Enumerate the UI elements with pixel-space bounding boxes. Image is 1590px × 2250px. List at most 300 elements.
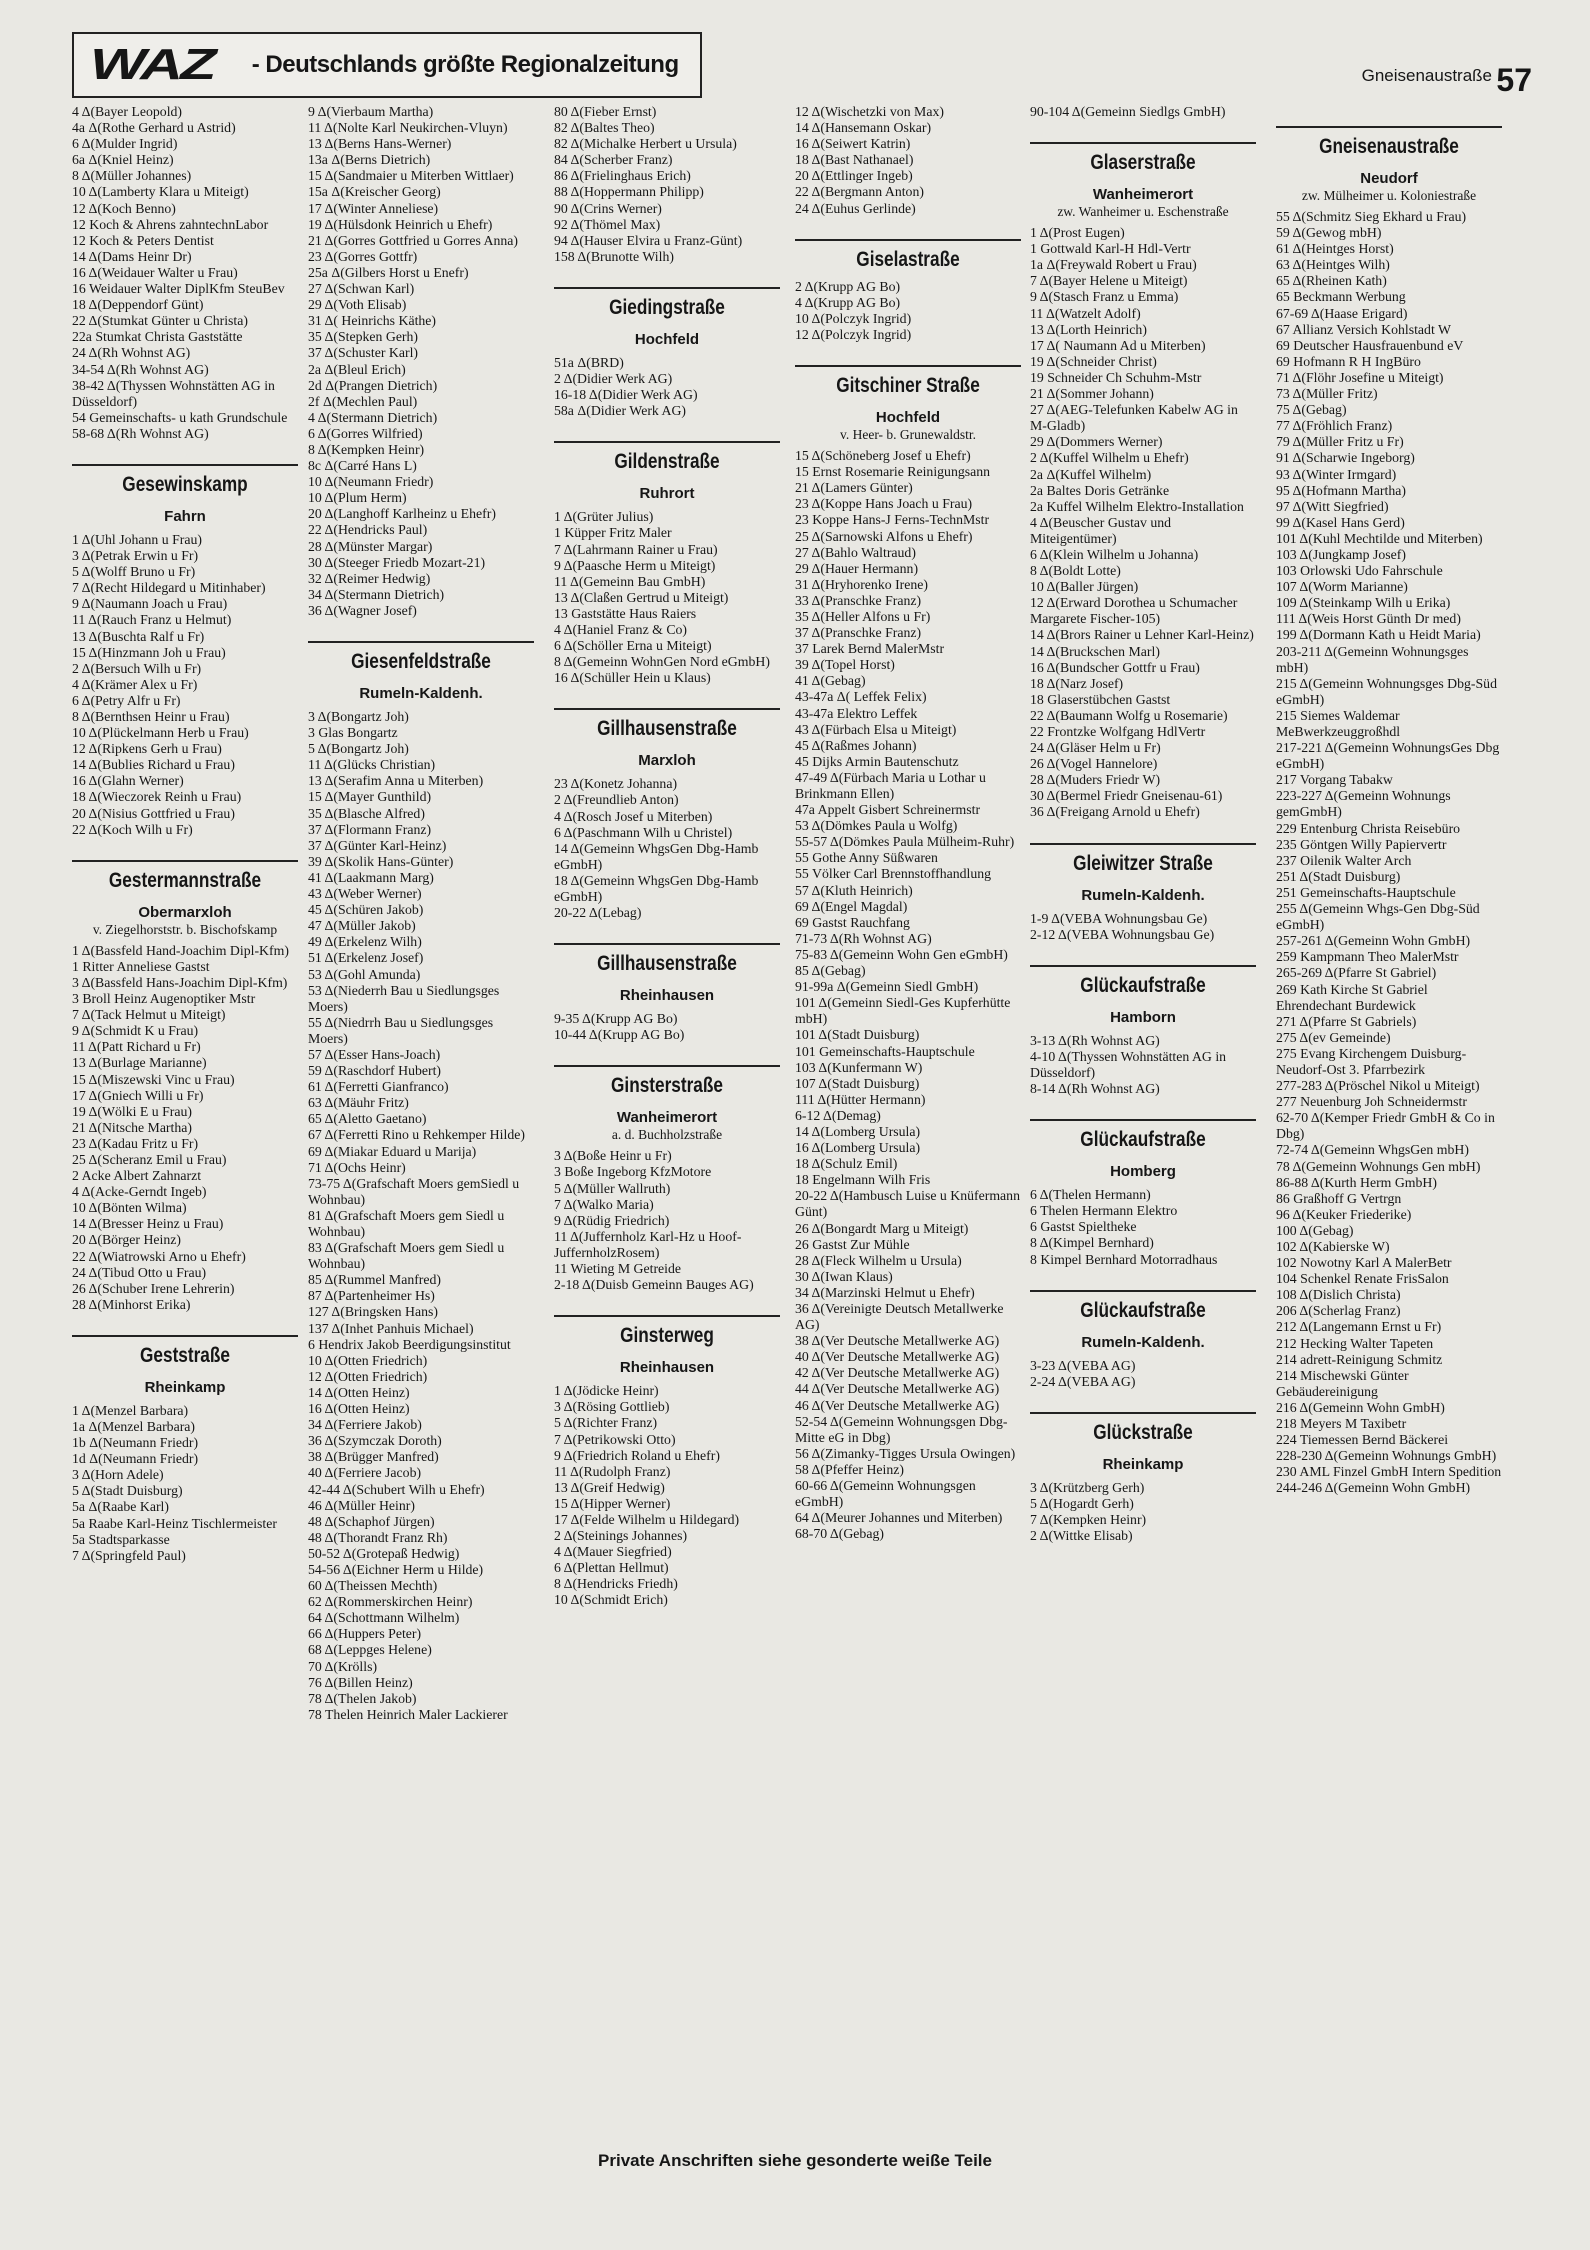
street-name: Gillhausenstraße [597, 717, 737, 741]
directory-entry: 229 Entenburg Christa Reisebüro [1276, 820, 1461, 836]
street-heading [1030, 843, 1256, 905]
directory-entry: 22 Frontzke Wolfgang HdlVertr [1030, 724, 1206, 739]
directory-entry: 111 Δ(Hütter Hermann) [795, 1091, 926, 1107]
directory-entry: 3 Δ(Krützberg Gerh) [1030, 1479, 1145, 1495]
directory-entry: 46 Δ(Ver Deutsche Metallwerke AG) [795, 1397, 1000, 1413]
directory-entry: 13 Δ(Serafim Anna u Miterben) [308, 773, 484, 789]
directory-entry: 66 Δ(Huppers Peter) [308, 1626, 422, 1642]
directory-entry: 46 Δ(Müller Heinr) [308, 1497, 415, 1513]
directory-entry: 51a Δ(BRD) [554, 354, 624, 370]
directory-entry: 9 Δ(Friedrich Roland u Ehefr) [554, 1447, 720, 1463]
directory-entry: 61 Δ(Ferretti Gianfranco) [308, 1079, 449, 1095]
directory-entry: 14 Δ(Dams Heinr Dr) [72, 248, 192, 264]
directory-entry: 88 Δ(Hoppermann Philipp) [554, 184, 704, 200]
street-heading [554, 708, 780, 770]
directory-entry: 64 Δ(Meurer Johannes und Miterben) [795, 1510, 1003, 1526]
street-heading [72, 1335, 298, 1397]
directory-entry: 58a Δ(Didier Werk AG) [554, 403, 687, 419]
directory-entry: 13 Gaststätte Haus Raiers [554, 605, 697, 621]
directory-entry: 43-47a Elektro Leffek [795, 705, 918, 721]
street-heading [795, 365, 1021, 442]
directory-entry: 33 Δ(Pranschke Franz) [795, 592, 922, 608]
directory-entry: 10 Δ(Lamberty Klara u Miteigt) [72, 184, 249, 200]
directory-entry: 212 Hecking Walter Tapeten [1276, 1335, 1434, 1351]
directory-entry: 5a Raabe Karl-Heinz Tischlermeister [72, 1515, 277, 1531]
directory-entry: 18 Δ(Bast Nathanael) [795, 152, 914, 168]
directory-entry: 2-12 Δ(VEBA Wohnungsbau Ge) [1030, 926, 1215, 942]
street-name: Glückaufstraße [1080, 1298, 1206, 1322]
directory-entry: 63 Δ(Heintges Wilh) [1276, 257, 1390, 273]
directory-entry: 77 Δ(Fröhlich Franz) [1276, 418, 1393, 434]
directory-entry: 11 Δ(Gemeinn Bau GmbH) [554, 573, 706, 589]
directory-entry: 26 Δ(Schuber Irene Lehrerin) [72, 1280, 235, 1296]
directory-entry: 35 Δ(Blasche Alfred) [308, 805, 425, 821]
directory-entry: 39 Δ(Skolik Hans-Günter) [308, 853, 454, 869]
street-name: Glückaufstraße [1080, 973, 1206, 997]
directory-entry: 203-211 Δ(Gemeinn Wohnungsges mbH) [1276, 643, 1469, 675]
street-district: Ruhrort [639, 485, 695, 503]
directory-entry: 215 Δ(Gemeinn Wohnungsges Dbg-Süd eGmbH) [1276, 675, 1497, 707]
directory-entry: 103 Δ(Kunfermann W) [795, 1059, 923, 1075]
directory-entry: 29 Δ(Hauer Hermann) [795, 560, 919, 576]
directory-entry: 26 Δ(Vogel Hannelore) [1030, 756, 1158, 772]
directory-entry: 199 Δ(Dormann Kath u Heidt Maria) [1276, 627, 1481, 643]
directory-entry: 212 Δ(Langemann Ernst u Fr) [1276, 1319, 1442, 1335]
directory-entry: 57 Δ(Kluth Heinrich) [795, 882, 913, 898]
directory-entry: 32 Δ(Reimer Hedwig) [308, 570, 431, 586]
directory-entry: 22 Δ(Hendricks Paul) [308, 522, 428, 538]
directory-entry: 7 Δ(Bayer Helene u Miteigt) [1030, 273, 1188, 289]
directory-entry: 22a Stumkat Christa Gaststätte [72, 329, 243, 345]
directory-entry: 1a Δ(Freywald Robert u Frau) [1030, 257, 1197, 273]
directory-entry: 42-44 Δ(Schubert Wilh u Ehefr) [308, 1481, 485, 1497]
directory-entry: 19 Schneider Ch Schuhm-Mstr [1030, 369, 1202, 385]
street-name: Gesewinskamp [122, 472, 248, 496]
directory-entry: 2d Δ(Prangen Dietrich) [308, 377, 438, 393]
street-district: Marxloh [638, 752, 696, 770]
directory-entry: 7 Δ(Lahrmann Rainer u Frau) [554, 541, 718, 557]
street-extent-note: v. Heer- b. Grunewaldstr. [839, 427, 977, 443]
directory-entry: 17 Δ(Gniech Willi u Fr) [72, 1087, 204, 1103]
directory-entry: 40 Δ(Ferriere Jacob) [308, 1465, 422, 1481]
directory-entry: 15a Δ(Kreischer Georg) [308, 184, 441, 200]
directory-entry: 9 Δ(Paasche Herm u Miteigt) [554, 557, 716, 573]
directory-entry: 100 Δ(Gebag) [1276, 1222, 1354, 1238]
directory-entry: 1b Δ(Neumann Friedr) [72, 1435, 199, 1451]
directory-entry: 6-12 Δ(Demag) [795, 1107, 881, 1123]
directory-entry: 6 Δ(Schöller Erna u Miteigt) [554, 638, 712, 654]
directory-entry: 3 Broll Heinz Augenoptiker Mstr [72, 991, 256, 1007]
directory-entry: 23 Δ(Gorres Gottfr) [308, 248, 418, 264]
directory-entry: 86 Δ(Frielinghaus Erich) [554, 168, 691, 184]
directory-entry: 20 Δ(Nisius Gottfried u Frau) [72, 805, 235, 821]
directory-entry: 69 Deutscher Hausfrauenbund eV [1276, 337, 1464, 353]
directory-entry: 111 Δ(Weis Horst Günth Dr med) [1276, 611, 1461, 627]
directory-entry: 52-54 Δ(Gemeinn Wohnungsgen Dbg-Mitte eG in Dbg) [795, 1413, 1008, 1445]
directory-entry: 14 Δ(Lomberg Ursula) [795, 1123, 921, 1139]
directory-entry: 230 AML Finzel GmbH Intern Spedition [1276, 1464, 1502, 1480]
directory-entry: 16-18 Δ(Didier Werk AG) [554, 387, 698, 403]
directory-entry: 16 Δ(Bundscher Gottfr u Frau) [1030, 659, 1200, 675]
directory-entry: 19 Δ(Hülsdonk Heinrich u Ehefr) [308, 216, 493, 232]
directory-entry: 11 Δ(Glücks Christian) [308, 757, 436, 773]
directory-entry: 35 Δ(Heller Alfons u Fr) [795, 608, 931, 624]
directory-entry: 75-83 Δ(Gemeinn Wohn Gen eGmbH) [795, 946, 1008, 962]
directory-entry: 45 Δ(Raßmes Johann) [795, 737, 917, 753]
directory-entry: 8 Δ(Bernthsen Heinr u Frau) [72, 709, 230, 724]
directory-entry: 251 Δ(Stadt Duisburg) [1276, 868, 1401, 884]
directory-entry: 95 Δ(Hofmann Martha) [1276, 482, 1406, 498]
directory-entry: 1 Δ(Prost Eugen) [1030, 225, 1125, 241]
directory-entry: 4-10 Δ(Thyssen Wohnstätten AG in Düsseldorf) [1030, 1048, 1227, 1080]
directory-entry: 2a Δ(Bleul Erich) [308, 361, 406, 377]
directory-entry: 67 Allianz Versich Kohlstadt W [1276, 321, 1451, 337]
directory-entry: 14 Δ(Otten Heinz) [308, 1384, 410, 1400]
street-heading [1030, 142, 1256, 219]
directory-entry: 3-13 Δ(Rh Wohnst AG) [1030, 1032, 1160, 1048]
directory-entry: 34 Δ(Ferriere Jakob) [308, 1417, 422, 1433]
directory-entry: 84 Δ(Scherber Franz) [554, 152, 673, 168]
directory-entry: 69 Δ(Miakar Eduard u Marija) [308, 1143, 477, 1159]
directory-entry: 14 Δ(Gemeinn WhgsGen Dbg-Hamb eGmbH) [554, 840, 759, 872]
directory-entry: 107 Δ(Worm Marianne) [1276, 579, 1408, 595]
street-heading [554, 441, 780, 503]
directory-entry: 2a Baltes Doris Getränke [1030, 482, 1170, 498]
directory-entry: 4 Δ(Haniel Franz & Co) [554, 621, 688, 637]
directory-entry: 24 Δ(Rh Wohnst AG) [72, 345, 191, 361]
directory-entry: 37 Δ(Pranschke Franz) [795, 625, 922, 641]
directory-entry: 1 Δ(Grüter Julius) [554, 509, 654, 525]
directory-entry: 28 Δ(Muders Friedr W) [1030, 772, 1161, 788]
directory-entry: 8c Δ(Carré Hans L) [308, 458, 417, 474]
directory-entry: 78 Thelen Heinrich Maler Lackierer [308, 1706, 508, 1722]
directory-entry: 1 Δ(Bassfeld Hand-Joachim Dipl-Kfm) [72, 942, 289, 958]
directory-entry: 30 Δ(Steeger Friedb Mozart-21) [308, 554, 486, 570]
directory-entry: 90 Δ(Crins Werner) [554, 200, 662, 216]
directory-entry: 1 Gottwald Karl-H Hdl-Vertr [1030, 241, 1191, 257]
running-head: Gneisenaustraße [1361, 66, 1492, 85]
directory-entry: 43-47a Δ( Leffek Felix) [795, 689, 927, 705]
directory-entry: 14 Δ(Hansemann Oskar) [795, 120, 932, 136]
directory-entry: 37 Δ(Günter Karl-Heinz) [308, 837, 447, 853]
directory-entry: 34-54 Δ(Rh Wohnst AG) [72, 361, 209, 377]
street-name: Glückstraße [1093, 1420, 1193, 1444]
directory-entry: 107 Δ(Stadt Duisburg) [795, 1075, 920, 1091]
directory-entry: 39 Δ(Topel Horst) [795, 657, 895, 673]
directory-entry: 5 Δ(Wolff Bruno u Fr) [72, 564, 196, 580]
directory-entry: 158 Δ(Brunotte Wilh) [554, 248, 674, 264]
directory-entry: 22 Δ(Stumkat Günter u Christa) [72, 313, 248, 329]
street-extent-note: v. Ziegelhorststr. b. Bischofskamp [92, 921, 278, 937]
directory-entry: 12 Δ(Otten Friedrich) [308, 1368, 428, 1384]
directory-entry: 1a Δ(Menzel Barbara) [72, 1419, 196, 1434]
street-heading [554, 943, 780, 1005]
directory-entry: 2 Δ(Freundlieb Anton) [554, 792, 679, 808]
directory-entry: 18 Δ(Narz Josef) [1030, 675, 1124, 691]
directory-entry: 3-23 Δ(VEBA AG) [1030, 1357, 1136, 1373]
directory-entry: 18 Δ(Gemeinn WhgsGen Dbg-Hamb eGmbH) [554, 872, 759, 904]
directory-entry: 27 Δ(Bahlo Waltraud) [795, 544, 916, 560]
street-name: Gneisenaustraße [1319, 135, 1459, 158]
directory-entry: 80 Δ(Fieber Ernst) [554, 104, 657, 119]
directory-entry: 11 Δ(Watzelt Adolf) [1030, 305, 1141, 321]
street-name: Glückaufstraße [1080, 1128, 1206, 1152]
directory-entry: 48 Δ(Schaphof Jürgen) [308, 1513, 435, 1529]
directory-entry: 1-9 Δ(VEBA Wohnungsbau Ge) [1030, 910, 1208, 926]
directory-entry: 62 Δ(Rommerskirchen Heinr) [308, 1594, 473, 1610]
directory-entry: 59 Δ(Gewog mbH) [1276, 225, 1382, 241]
directory-entry: 23 Δ(Kadau Fritz u Fr) [72, 1135, 199, 1151]
directory-entry: 5 Δ(Stadt Duisburg) [72, 1483, 183, 1499]
page-number: 57 [1496, 62, 1532, 98]
directory-entry: 65 Δ(Aletto Gaetano) [308, 1111, 427, 1127]
directory-entry: 21 Δ(Sommer Johann) [1030, 386, 1154, 402]
directory-entry: 41 Δ(Laakmann Marg) [308, 869, 434, 885]
directory-entry: 41 Δ(Gebag) [795, 673, 866, 689]
directory-entry: 8 Δ(Müller Johannes) [72, 168, 192, 184]
street-heading [1030, 1412, 1256, 1474]
street-district: Wanheimerort [1092, 186, 1194, 204]
street-name: Giedingstraße [609, 295, 725, 319]
directory-entry: 85 Δ(Gebag) [795, 963, 866, 979]
directory-entry: 20 Δ(Ettlinger Ingeb) [795, 168, 913, 184]
directory-entry: 2 Δ(Steinings Johannes) [554, 1528, 688, 1544]
street-extent-note: zw. Mülheimer u. Koloniestraße [1301, 188, 1477, 203]
brand-tagline: - Deutschlands größte Regionalzeitung [251, 51, 679, 78]
directory-entry: 61 Δ(Heintges Horst) [1276, 241, 1394, 257]
directory-entry: 15 Δ(Sandmaier u Miterben Wittlaer) [308, 168, 514, 184]
directory-entry: 20 Δ(Langhoff Karlheinz u Ehefr) [308, 506, 496, 522]
directory-entry: 81 Δ(Grafschaft Moers gem Siedl u Wohnbau) [308, 1207, 505, 1239]
directory-entry: 59 Δ(Raschdorf Hubert) [308, 1063, 442, 1079]
directory-entry: 73 Δ(Müller Fritz) [1276, 386, 1378, 402]
directory-entry: 37 Larek Bernd MalerMstr [795, 641, 945, 657]
directory-entry: 3 Δ(Bongartz Joh) [308, 709, 409, 724]
directory-entry: 3 Glas Bongartz [308, 725, 398, 741]
directory-column-3 [554, 104, 780, 1609]
directory-entry: 29 Δ(Dommers Werner) [1030, 434, 1163, 450]
brand-logo: WAZ [90, 40, 214, 89]
directory-entry: 19 Δ(Schneider Christ) [1030, 353, 1157, 369]
directory-entry: 26 Δ(Bongardt Marg u Miteigt) [795, 1220, 969, 1236]
directory-entry: 55 Δ(Niedrrh Bau u Siedlungsges Moers) [308, 1014, 494, 1046]
directory-column-6 [1276, 104, 1502, 1497]
street-heading [795, 239, 1021, 273]
street-name: Gleiwitzer Straße [1073, 851, 1213, 875]
directory-entry: 223-227 Δ(Gemeinn Wohnungs gemGmbH) [1276, 788, 1451, 820]
directory-entry: 23 Δ(Koppe Hans Joach u Frau) [795, 496, 973, 512]
directory-entry: 275 Δ(ev Gemeinde) [1276, 1029, 1391, 1045]
directory-entry: 36 Δ(Wagner Josef) [308, 602, 417, 618]
directory-entry: 5a Stadtsparkasse [72, 1531, 170, 1547]
directory-entry: 93 Δ(Winter Irmgard) [1276, 466, 1397, 482]
directory-entry: 5 Δ(Müller Wallruth) [554, 1180, 671, 1196]
street-name: Ginsterweg [620, 1324, 714, 1348]
directory-entry: 257-261 Δ(Gemeinn Wohn GmbH) [1276, 933, 1471, 949]
directory-entry: 4 Δ(Acke-Gerndt Ingeb) [72, 1184, 207, 1200]
street-heading [1030, 1290, 1256, 1352]
directory-entry: 16 Δ(Seiwert Katrin) [795, 136, 911, 152]
street-heading [308, 641, 534, 703]
directory-entry: 18 Glaserstübchen Gastst [1030, 691, 1171, 707]
directory-entry: 255 Δ(Gemeinn Whgs-Gen Dbg-Süd eGmbH) [1276, 901, 1480, 933]
directory-entry: 269 Kath Kirche St Gabriel Ehrendechant Burdewick [1276, 981, 1428, 1013]
directory-entry: 68 Δ(Leppges Helene) [308, 1642, 432, 1658]
directory-entry: 14 Δ(Bresser Heinz u Frau) [72, 1216, 224, 1232]
directory-entry: 22 Δ(Bergmann Anton) [795, 184, 924, 200]
street-district: Hamborn [1110, 1008, 1176, 1026]
directory-entry: 8 Δ(Hendricks Friedh) [554, 1576, 678, 1592]
directory-entry: 11 Δ(Juffernholz Karl-Hz u Hoof-JuffernholzRosem) [554, 1228, 742, 1260]
directory-entry: 2a Kuffel Wilhelm Elektro-Installation [1030, 498, 1244, 514]
directory-entry: 47a Appelt Gisbert Schreinermstr [795, 802, 981, 818]
directory-entry: 2 Δ(Wittke Elisab) [1030, 1528, 1133, 1544]
directory-entry: 9 Δ(Stasch Franz u Emma) [1030, 289, 1179, 305]
directory-entry: 45 Dijks Armin Bautenschutz [795, 753, 959, 769]
directory-entry: 2-18 Δ(Duisb Gemeinn Bauges AG) [554, 1277, 754, 1293]
directory-entry: 277-283 Δ(Pröschel Nikol u Miteigt) [1276, 1078, 1480, 1094]
street-name: Giesenfeldstraße [351, 650, 491, 673]
directory-entry: 2 Δ(Krupp AG Bo) [795, 278, 901, 294]
directory-entry: 67-69 Δ(Haase Erigard) [1276, 305, 1408, 321]
directory-entry: 76 Δ(Billen Heinz) [308, 1674, 413, 1690]
street-district: Rheinhausen [619, 987, 715, 1005]
directory-entry: 6 Δ(Petry Alfr u Fr) [72, 692, 181, 708]
directory-entry: 71 Δ(Flöhr Josefine u Miteigt) [1276, 369, 1444, 385]
directory-entry: 3 Δ(Horn Adele) [72, 1467, 164, 1483]
street-district: Wanheimerort [616, 1109, 718, 1127]
directory-entry: 54-56 Δ(Eichner Herm u Hilde) [308, 1561, 484, 1577]
directory-entry: 63 Δ(Mäuhr Fritz) [308, 1095, 409, 1111]
directory-entry: 71 Δ(Ochs Heinr) [308, 1159, 406, 1175]
directory-entry: 10 Δ(Neumann Friedr) [308, 474, 434, 490]
directory-entry: 36 Δ(Vereinigte Deutsch Metallwerke AG) [795, 1301, 1004, 1333]
directory-entry: 85 Δ(Rummel Manfred) [308, 1272, 442, 1288]
directory-entry: 91-99a Δ(Gemeinn Siedl GmbH) [795, 979, 979, 995]
directory-entry: 103 Δ(Jungkamp Josef) [1276, 546, 1406, 562]
directory-entry: 217 Vorgang Tabakw [1276, 772, 1393, 788]
street-name: Gitschiner Straße [836, 374, 980, 398]
directory-entry: 275 Evang Kirchengem Duisburg-Neudorf-Ost 3. Pfarrbezirk [1276, 1045, 1467, 1077]
street-heading [1030, 965, 1256, 1027]
directory-entry: 8 Δ(Gemeinn WohnGen Nord eGmbH) [554, 654, 770, 670]
directory-entry: 10 Δ(Polczyk Ingrid) [795, 310, 912, 326]
directory-entry: 12 Koch & Peters Dentist [72, 232, 214, 248]
directory-entry: 22 Δ(Baumann Wolfg u Rosemarie) [1030, 707, 1228, 723]
directory-entry: 16 Weidauer Walter DiplKfm SteuBev [72, 281, 285, 297]
street-district: Rheinhausen [619, 1359, 715, 1377]
directory-entry: 17 Δ(Felde Wilhelm u Hildegard) [554, 1511, 740, 1527]
directory-entry: 54 Gemeinschafts- u kath Grundschule [72, 409, 288, 425]
directory-entry: 53 Δ(Dömkes Paula u Wolfg) [795, 818, 958, 834]
directory-entry: 34 Δ(Stermann Dietrich) [308, 586, 445, 602]
directory-entry: 58 Δ(Pfeffer Heinz) [795, 1461, 904, 1477]
directory-entry: 235 Göntgen Willy Papiervertr [1276, 836, 1447, 852]
street-district: Hochfeld [875, 409, 941, 427]
directory-entry: 2 Δ(Bersuch Wilh u Fr) [72, 660, 202, 676]
directory-entry: 30 Δ(Iwan Klaus) [795, 1268, 893, 1284]
directory-entry: 65 Δ(Rheinen Kath) [1276, 273, 1387, 289]
street-district: Neudorf [1360, 170, 1418, 187]
directory-entry: 3 Δ(Rösing Gottlieb) [554, 1399, 670, 1415]
street-heading [72, 860, 298, 937]
directory-entry: 10 Δ(Bönten Wilma) [72, 1200, 187, 1216]
directory-entry: 6 Δ(Klein Wilhelm u Johanna) [1030, 546, 1199, 562]
directory-entry: 1d Δ(Neumann Friedr) [72, 1451, 199, 1467]
directory-entry: 83 Δ(Grafschaft Moers gem Siedl u Wohnbau) [308, 1240, 505, 1272]
directory-entry: 68-70 Δ(Gebag) [795, 1526, 884, 1542]
directory-entry: 17 Δ( Naumann Ad u Miterben) [1030, 337, 1206, 353]
directory-entry: 96 Δ(Keuker Friederike) [1276, 1206, 1412, 1222]
directory-entry: 15 Ernst Rosemarie Reinigungsann [795, 464, 991, 480]
directory-entry: 18 Δ(Schulz Emil) [795, 1156, 898, 1172]
directory-entry: 37 Δ(Schuster Karl) [308, 345, 419, 361]
directory-entry: 244-246 Δ(Gemeinn Wohn GmbH) [1276, 1480, 1471, 1496]
directory-entry: 7 Δ(Walko Maria) [554, 1196, 654, 1212]
directory-entry: 104 Schenkel Renate FrisSalon [1276, 1271, 1449, 1287]
directory-entry: 4 Δ(Bayer Leopold) [72, 104, 183, 119]
directory-entry: 53 Δ(Niederrh Bau u Siedlungsges Moers) [308, 982, 500, 1014]
directory-entry: 38-42 Δ(Thyssen Wohnstätten AG in Düsseldorf) [72, 377, 275, 409]
directory-entry: 4 Δ(Krämer Alex u Fr) [72, 676, 198, 692]
directory-entry: 60-66 Δ(Gemeinn Wohnungsgen eGmbH) [795, 1478, 976, 1510]
directory-entry: 92 Δ(Thömel Max) [554, 216, 661, 232]
directory-entry: 2f Δ(Mechlen Paul) [308, 393, 418, 409]
directory-entry: 7 Δ(Springfeld Paul) [72, 1547, 186, 1563]
directory-entry: 101 Δ(Gemeinn Siedl-Ges Kupferhütte mbH) [795, 995, 1011, 1027]
directory-entry: 47 Δ(Müller Jakob) [308, 918, 416, 934]
directory-entry: 58-68 Δ(Rh Wohnst AG) [72, 425, 209, 441]
directory-entry: 9 Δ(Vierbaum Martha) [308, 104, 434, 119]
street-extent-note: a. d. Buchholzstraße [611, 1127, 723, 1143]
directory-entry: 5 Δ(Hogardt Gerh) [1030, 1495, 1134, 1511]
directory-entry: 6 Gastst Spieltheke [1030, 1219, 1137, 1235]
directory-entry: 101 Δ(Stadt Duisburg) [795, 1027, 920, 1043]
directory-column-1 [72, 104, 298, 1564]
directory-entry: 28 Δ(Münster Margar) [308, 538, 433, 554]
directory-entry: 71-73 Δ(Rh Wohnst AG) [795, 930, 932, 946]
directory-entry: 9 Δ(Naumann Joach u Frau) [72, 596, 228, 612]
directory-entry: 1 Δ(Jödicke Heinr) [554, 1383, 659, 1399]
street-heading [554, 1065, 780, 1142]
directory-entry: 10 Δ(Plückelmann Herb u Frau) [72, 725, 249, 741]
directory-entry: 69 Δ(Engel Magdal) [795, 898, 908, 914]
directory-entry: 13 Δ(Claßen Gertrud u Miteigt) [554, 589, 729, 605]
directory-entry: 137 Δ(Inhet Panhuis Michael) [308, 1320, 474, 1336]
directory-entry: 16 Δ(Schüller Hein u Klaus) [554, 670, 711, 686]
directory-entry: 15 Δ(Hinzmann Joh u Frau) [72, 644, 226, 660]
directory-entry: 49 Δ(Erkelenz Wilh) [308, 934, 422, 950]
directory-entry: 43 Δ(Fürbach Elsa u Miteigt) [795, 721, 957, 737]
directory-entry: 25 Δ(Sarnowski Alfons u Ehefr) [795, 528, 973, 544]
directory-entry: 17 Δ(Winter Anneliese) [308, 200, 439, 216]
directory-entry: 237 Oilenik Walter Arch [1276, 852, 1412, 868]
directory-entry: 44 Δ(Ver Deutsche Metallwerke AG) [795, 1381, 1000, 1397]
directory-entry: 20 Δ(Börger Heinz) [72, 1232, 182, 1248]
directory-entry: 20-22 Δ(Hambusch Luise u Knüfermann Günt) [795, 1188, 1020, 1220]
street-heading [1030, 1119, 1256, 1181]
directory-entry: 12 Δ(Ripkens Gerh u Frau) [72, 741, 222, 757]
directory-entry: 13 Δ(Berns Hans-Werner) [308, 136, 452, 152]
directory-entry: 36 Δ(Freigang Arnold u Ehefr) [1030, 804, 1200, 820]
directory-entry: 70 Δ(Krölls) [308, 1658, 378, 1674]
directory-entry: 30 Δ(Bermel Friedr Gneisenau-61) [1030, 788, 1223, 804]
directory-entry: 2-24 Δ(VEBA AG) [1030, 1373, 1136, 1389]
directory-entry: 1 Δ(Menzel Barbara) [72, 1402, 189, 1418]
street-name: Giselastraße [856, 247, 960, 271]
masthead [72, 32, 702, 98]
directory-entry: 7 Δ(Recht Hildegard u Mitinhaber) [72, 580, 266, 596]
